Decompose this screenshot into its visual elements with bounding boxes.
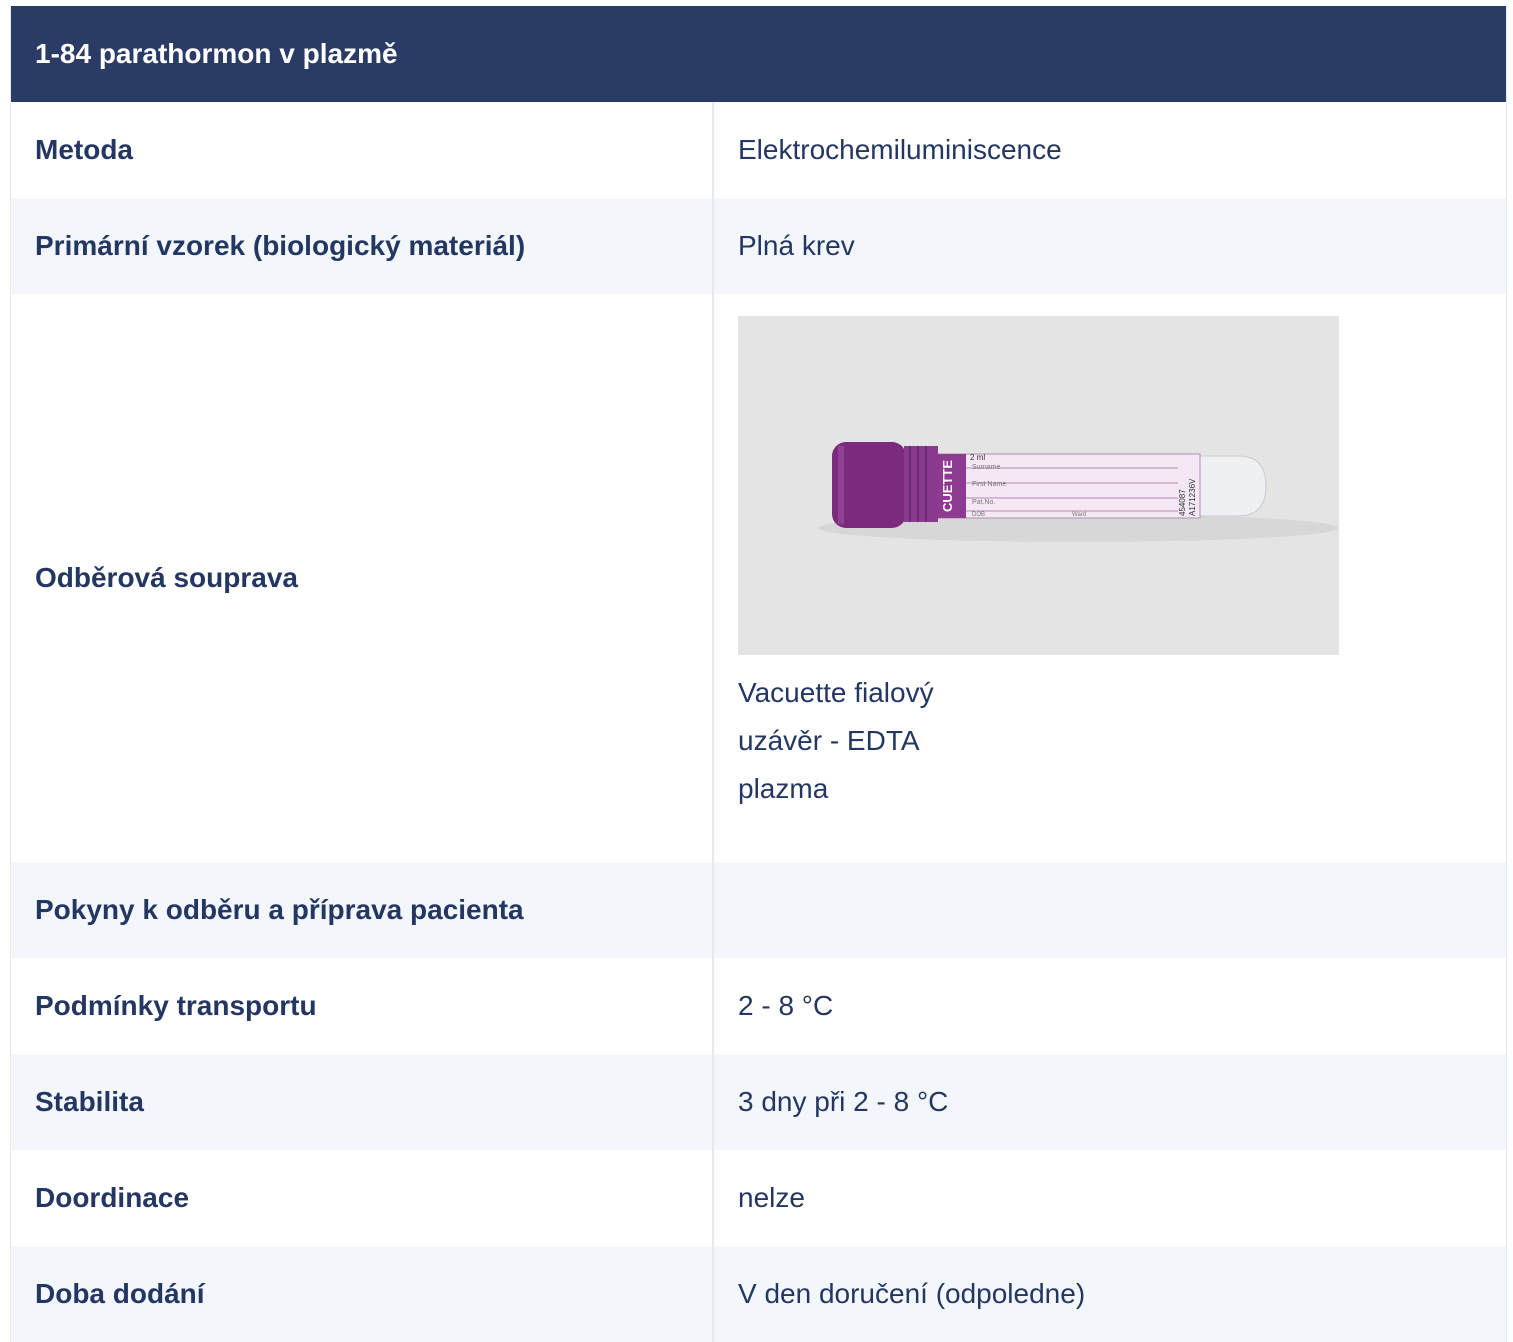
row-label-method: Metoda xyxy=(11,102,714,198)
row-label-stability: Stabilita xyxy=(11,1054,714,1150)
row-value-delivery-time: V den doručení (odpoledne) xyxy=(738,1278,1086,1309)
tube-label-text: DOB xyxy=(972,512,986,518)
blood-tube-image xyxy=(738,316,1339,655)
table-row xyxy=(11,862,1506,958)
row-value-additional-order: nelze xyxy=(738,1182,805,1213)
row-label-primary-sample: Primární vzorek (biologický materiál) xyxy=(11,198,714,294)
row-value-transport: 2 - 8 °C xyxy=(738,990,834,1021)
tube-label-text: 454087 xyxy=(1178,489,1187,516)
collection-kit-description xyxy=(738,669,1506,813)
row-value-instructions xyxy=(714,862,1506,958)
test-detail-table xyxy=(10,6,1507,1342)
table-row xyxy=(11,1054,1506,1150)
row-value-stability: 3 dny při 2 - 8 °C xyxy=(738,1086,949,1117)
description-line: uzávěr - EDTA xyxy=(738,725,920,756)
table-row xyxy=(11,294,1506,862)
table-row xyxy=(11,102,1506,198)
row-label-additional-order: Doordinace xyxy=(11,1150,714,1246)
table-row xyxy=(11,1150,1506,1246)
table-row xyxy=(11,198,1506,294)
description-line: plazma xyxy=(738,773,829,804)
row-value-method: Elektrochemiluminiscence xyxy=(738,134,1062,165)
row-label-transport: Podmínky transportu xyxy=(11,958,714,1054)
tube-label-text: Surname xyxy=(972,464,1001,471)
row-value-primary-sample: Plná krev xyxy=(738,230,855,261)
row-value-collection-kit xyxy=(714,294,1506,862)
tube-label-text: Ward xyxy=(1072,512,1087,518)
table-row xyxy=(11,958,1506,1054)
tube-label-text: CUETTE xyxy=(940,460,955,512)
tube-label-text: Pat.No. xyxy=(972,499,996,506)
row-label-collection-kit: Odběrová souprava xyxy=(11,294,714,862)
row-label-delivery-time: Doba dodání xyxy=(11,1246,714,1342)
tube-label-text: First Name xyxy=(972,481,1007,488)
table-title: 1-84 parathormon v plazmě xyxy=(11,6,1506,102)
tube-label-text: A171236V xyxy=(1188,478,1197,516)
tube-label-text: 2 ml xyxy=(970,453,986,462)
row-label-instructions: Pokyny k odběru a příprava pacienta xyxy=(11,862,714,958)
description-line: Vacuette fialový xyxy=(738,677,934,708)
table-row xyxy=(11,1246,1506,1342)
